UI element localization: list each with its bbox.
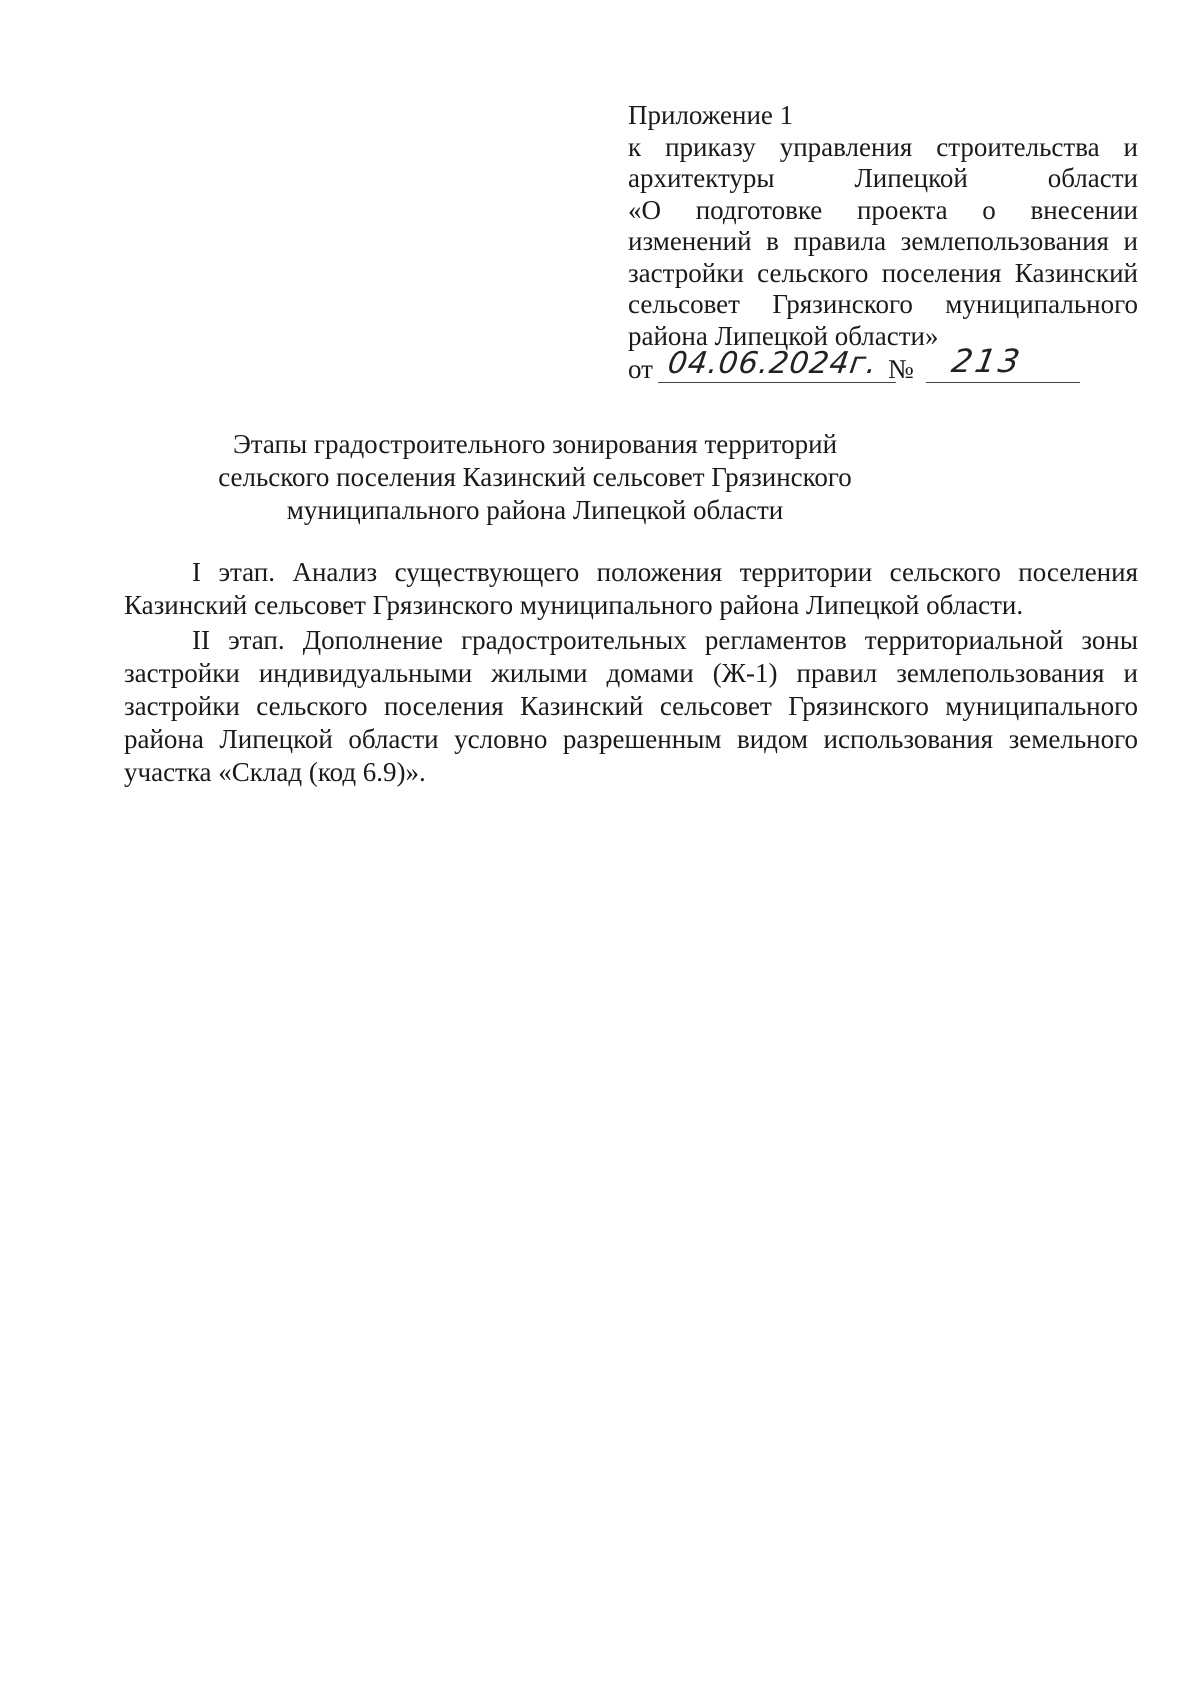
appendix-title: Приложение 1 [628, 100, 794, 130]
number-label: № [888, 354, 914, 384]
appendix-line: архитектуры Липецкой области [628, 163, 1138, 193]
number-underline [926, 382, 1080, 383]
document-body [124, 556, 1138, 789]
appendix-line: «О подготовке проекта о внесении [628, 194, 1138, 225]
appendix-block [628, 100, 1138, 388]
appendix-line: изменений в правила землепользования и [628, 226, 1138, 256]
from-label: от [628, 354, 653, 384]
appendix-line-last: района Липецкой области» [628, 320, 939, 351]
paragraph-stage-1: I этап. Анализ существующего положения территории сельского поселения Казинский сельсовет Грязинского муниципального района Липецкой области. [124, 557, 1138, 620]
paragraph-stage-2: II этап. Дополнение градостроительных регламентов территориальной зоны застройки индивидуальными жилыми домами (Ж-1) правил землепользования и застройки сельского поселения Казинский сельсовет Грязинского муниципального района Липецкой области условно разрешенным видом использования земельного участка «Склад (код 6.9)». [124, 625, 1138, 787]
appendix-line: застройки сельского поселения Казинский [628, 257, 1138, 288]
date-underline [658, 382, 896, 383]
order-reference [628, 342, 1138, 388]
handwritten-date: 04.06.2024г. [665, 346, 880, 381]
handwritten-number: 213 [948, 342, 1026, 380]
appendix-line: к приказу управления строительства и [628, 131, 1138, 162]
appendix-line: сельсовет Грязинского муниципального [628, 289, 1138, 319]
document-heading: Этапы градостроительного зонирования территорий сельского поселения Казинский сельсовет Грязинского муниципального района Липецкой области [218, 429, 852, 525]
